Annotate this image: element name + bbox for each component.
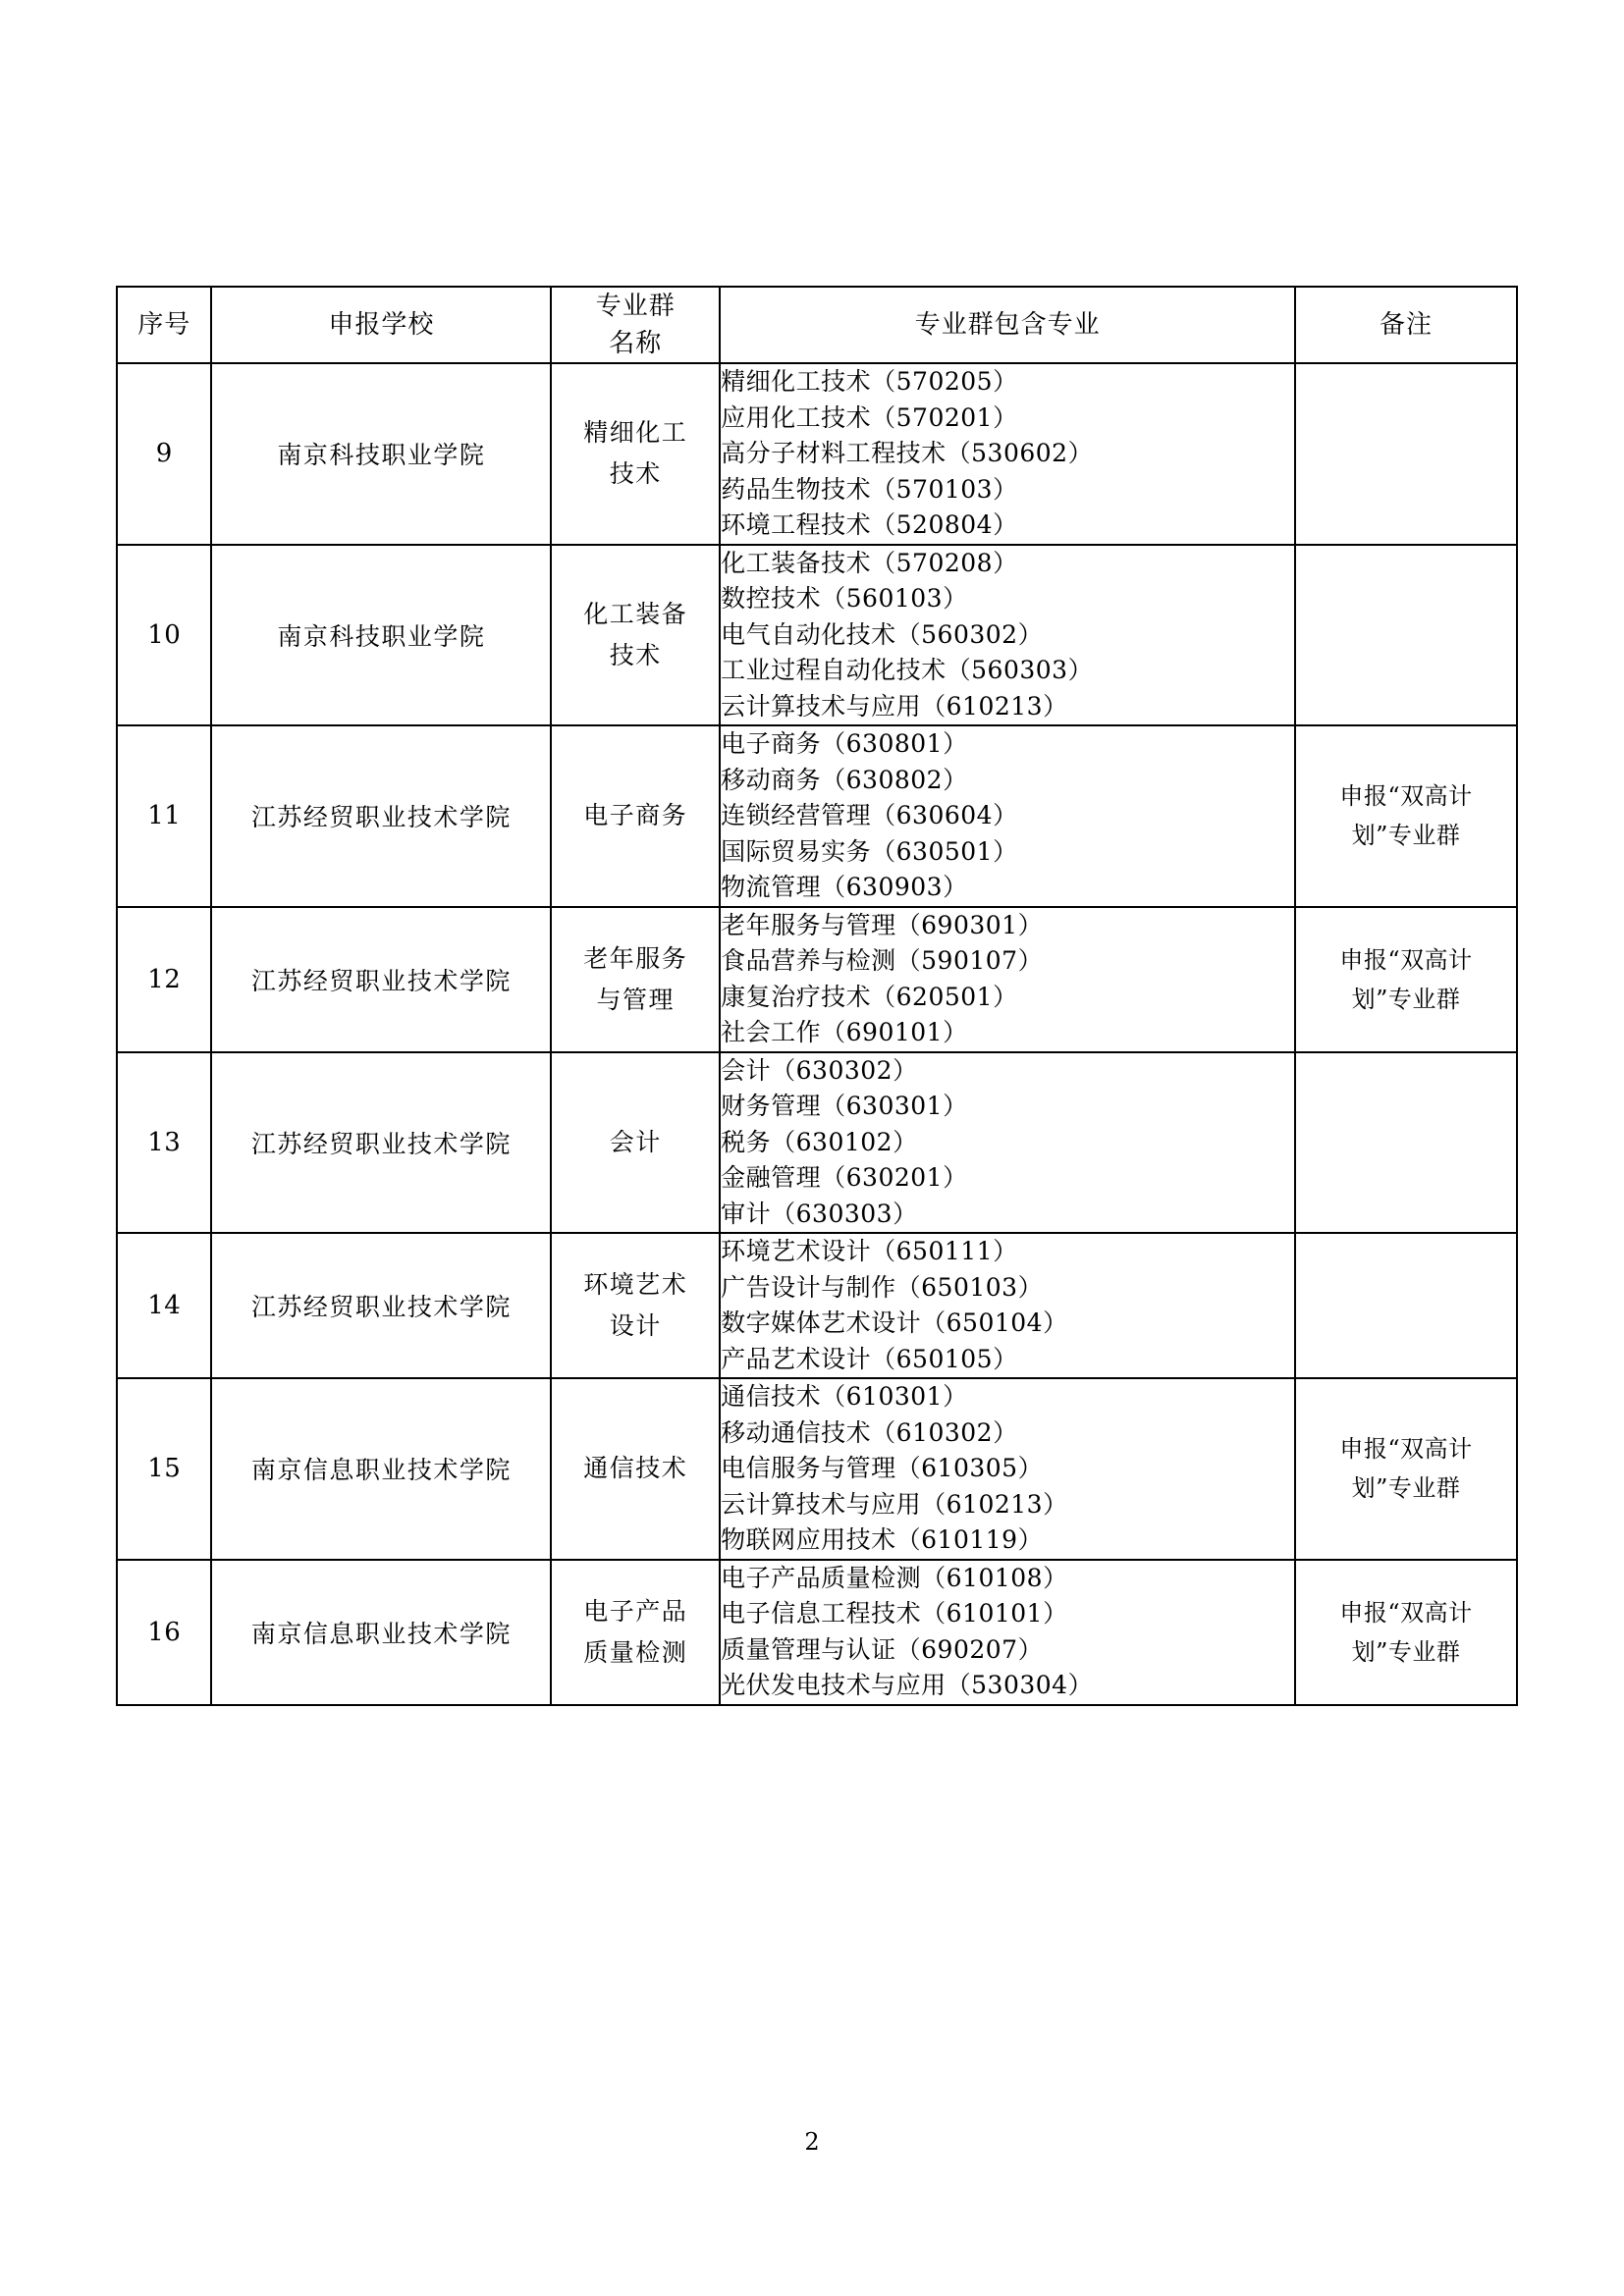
cell-sequence: 10	[117, 545, 211, 726]
cell-group-name	[551, 1233, 720, 1378]
cell-included-majors	[720, 1233, 1295, 1378]
cell-remark	[1295, 1233, 1517, 1378]
cell-group-name	[551, 363, 720, 545]
cell-sequence: 16	[117, 1560, 211, 1705]
cell-included-majors	[720, 1560, 1295, 1705]
cell-included-majors	[720, 363, 1295, 545]
remark-line: 申报“双高计	[1339, 782, 1473, 811]
cell-sequence: 15	[117, 1378, 211, 1560]
major-item: 高分子材料工程技术（530602）	[721, 439, 1094, 467]
cell-group-name	[551, 545, 720, 726]
group-name-line: 电子产品	[583, 1596, 688, 1626]
major-item: 移动通信技术（610302）	[721, 1417, 1018, 1447]
table-row	[117, 725, 1517, 907]
major-item: 财务管理（630301）	[721, 1092, 968, 1120]
column-header-school-line1: 申报学校	[328, 310, 435, 340]
cell-school: 江苏经贸职业技术学院	[211, 1233, 551, 1378]
major-item: 广告设计与制作（650103）	[721, 1272, 1044, 1302]
major-item: 会计（630302）	[721, 1055, 918, 1085]
table-body	[117, 363, 1517, 1705]
column-header-group-name-line1: 专业群	[595, 292, 676, 321]
page-number: 2	[804, 2128, 820, 2156]
majors-group-table-container	[116, 286, 1518, 1706]
cell-school: 江苏经贸职业技术学院	[211, 1052, 551, 1234]
cell-sequence: 13	[117, 1052, 211, 1234]
group-name-line: 技术	[609, 640, 662, 669]
major-item: 工业过程自动化技术（560303）	[721, 656, 1094, 684]
remark-line: 申报“双高计	[1339, 1598, 1473, 1627]
cell-remark	[1295, 1052, 1517, 1234]
cell-school: 南京科技职业学院	[211, 545, 551, 726]
group-name-line: 老年服务	[583, 943, 688, 973]
major-item: 数控技术（560103）	[721, 584, 968, 613]
majors-group-table	[116, 286, 1518, 1706]
table-row	[117, 363, 1517, 545]
cell-included-majors	[720, 1378, 1295, 1560]
cell-sequence: 12	[117, 907, 211, 1052]
major-item: 社会工作（690101）	[721, 1018, 968, 1046]
cell-school: 江苏经贸职业技术学院	[211, 725, 551, 907]
major-item: 康复治疗技术（620501）	[721, 982, 1018, 1011]
major-item: 物流管理（630903）	[721, 873, 968, 901]
table-header	[117, 287, 1517, 363]
major-item: 电信服务与管理（610305）	[721, 1454, 1044, 1482]
column-header-group-name-line2: 名称	[609, 329, 663, 358]
major-item: 电子产品质量检测（610108）	[721, 1563, 1068, 1592]
table-row	[117, 1378, 1517, 1560]
remark-line: 申报“双高计	[1339, 945, 1473, 974]
major-item: 通信技术（610301）	[721, 1382, 968, 1411]
table-header-row	[117, 287, 1517, 363]
major-item: 电子商务（630801）	[721, 729, 968, 758]
major-item: 连锁经营管理（630604）	[721, 801, 1018, 829]
table-row	[117, 545, 1517, 726]
remark-line: 划”专业群	[1351, 1637, 1461, 1666]
major-item: 电子信息工程技术（610101）	[721, 1599, 1068, 1628]
group-name-line: 环境艺术	[583, 1270, 688, 1299]
cell-remark	[1295, 907, 1517, 1052]
cell-group-name	[551, 725, 720, 907]
cell-sequence: 9	[117, 363, 211, 545]
cell-remark	[1295, 1378, 1517, 1560]
cell-remark	[1295, 363, 1517, 545]
cell-included-majors	[720, 1052, 1295, 1234]
cell-included-majors	[720, 725, 1295, 907]
major-item: 环境艺术设计（650111）	[721, 1237, 1018, 1265]
group-name-line: 电子商务	[583, 801, 688, 830]
major-item: 药品生物技术（570103）	[721, 474, 1018, 504]
cell-school: 江苏经贸职业技术学院	[211, 907, 551, 1052]
table-row	[117, 1560, 1517, 1705]
column-header-included-majors-line1: 专业群包含专业	[914, 310, 1101, 340]
column-header-included-majors	[720, 287, 1295, 363]
cell-school: 南京信息职业技术学院	[211, 1378, 551, 1560]
remark-line: 划”专业群	[1351, 1474, 1461, 1503]
column-header-group-name	[551, 287, 720, 363]
cell-remark	[1295, 725, 1517, 907]
major-item: 物联网应用技术（610119）	[721, 1525, 1044, 1554]
major-item: 应用化工技术（570201）	[721, 402, 1018, 432]
cell-included-majors	[720, 907, 1295, 1052]
cell-group-name	[551, 1560, 720, 1705]
major-item: 审计（630303）	[721, 1199, 918, 1228]
group-name-line: 精细化工	[583, 418, 688, 448]
major-item: 老年服务与管理（690301）	[721, 910, 1044, 939]
major-item: 环境工程技术（520804）	[721, 510, 1018, 539]
cell-school: 南京科技职业学院	[211, 363, 551, 545]
cell-sequence: 11	[117, 725, 211, 907]
column-header-sequence	[117, 287, 211, 363]
remark-line: 申报“双高计	[1339, 1435, 1473, 1464]
major-item: 产品艺术设计（650105）	[721, 1344, 1018, 1373]
group-name-line: 化工装备	[583, 599, 688, 628]
major-item: 国际贸易实务（630501）	[721, 836, 1018, 866]
column-header-remark	[1295, 287, 1517, 363]
major-item: 移动商务（630802）	[721, 765, 968, 794]
major-item: 精细化工技术（570205）	[721, 367, 1018, 396]
column-header-sequence-line1: 序号	[137, 310, 191, 340]
remark-line: 划”专业群	[1351, 985, 1461, 1013]
major-item: 食品营养与检测（590107）	[721, 946, 1044, 975]
major-item: 电气自动化技术（560302）	[721, 619, 1044, 649]
major-item: 税务（630102）	[721, 1127, 918, 1156]
major-item: 数字媒体艺术设计（650104）	[721, 1308, 1068, 1337]
major-item: 云计算技术与应用（610213）	[721, 691, 1068, 721]
cell-included-majors	[720, 545, 1295, 726]
cell-group-name	[551, 1378, 720, 1560]
table-row	[117, 907, 1517, 1052]
major-item: 光伏发电技术与应用（530304）	[721, 1671, 1094, 1699]
major-item: 云计算技术与应用（610213）	[721, 1489, 1068, 1519]
major-item: 化工装备技术（570208）	[721, 548, 1018, 577]
group-name-line: 会计	[609, 1127, 662, 1156]
major-item: 金融管理（630201）	[721, 1163, 968, 1192]
group-name-line: 技术	[609, 459, 662, 489]
cell-group-name	[551, 1052, 720, 1234]
group-name-line: 设计	[609, 1311, 662, 1340]
cell-school: 南京信息职业技术学院	[211, 1560, 551, 1705]
group-name-line: 通信技术	[583, 1454, 688, 1483]
column-header-school	[211, 287, 551, 363]
table-row	[117, 1233, 1517, 1378]
cell-sequence: 14	[117, 1233, 211, 1378]
cell-remark	[1295, 545, 1517, 726]
cell-group-name	[551, 907, 720, 1052]
major-item: 质量管理与认证（690207）	[721, 1634, 1044, 1664]
group-name-line: 质量检测	[583, 1637, 688, 1667]
remark-line: 划”专业群	[1351, 822, 1461, 850]
cell-remark	[1295, 1560, 1517, 1705]
table-row	[117, 1052, 1517, 1234]
group-name-line: 与管理	[596, 985, 676, 1014]
column-header-remark-line1: 备注	[1380, 310, 1434, 340]
